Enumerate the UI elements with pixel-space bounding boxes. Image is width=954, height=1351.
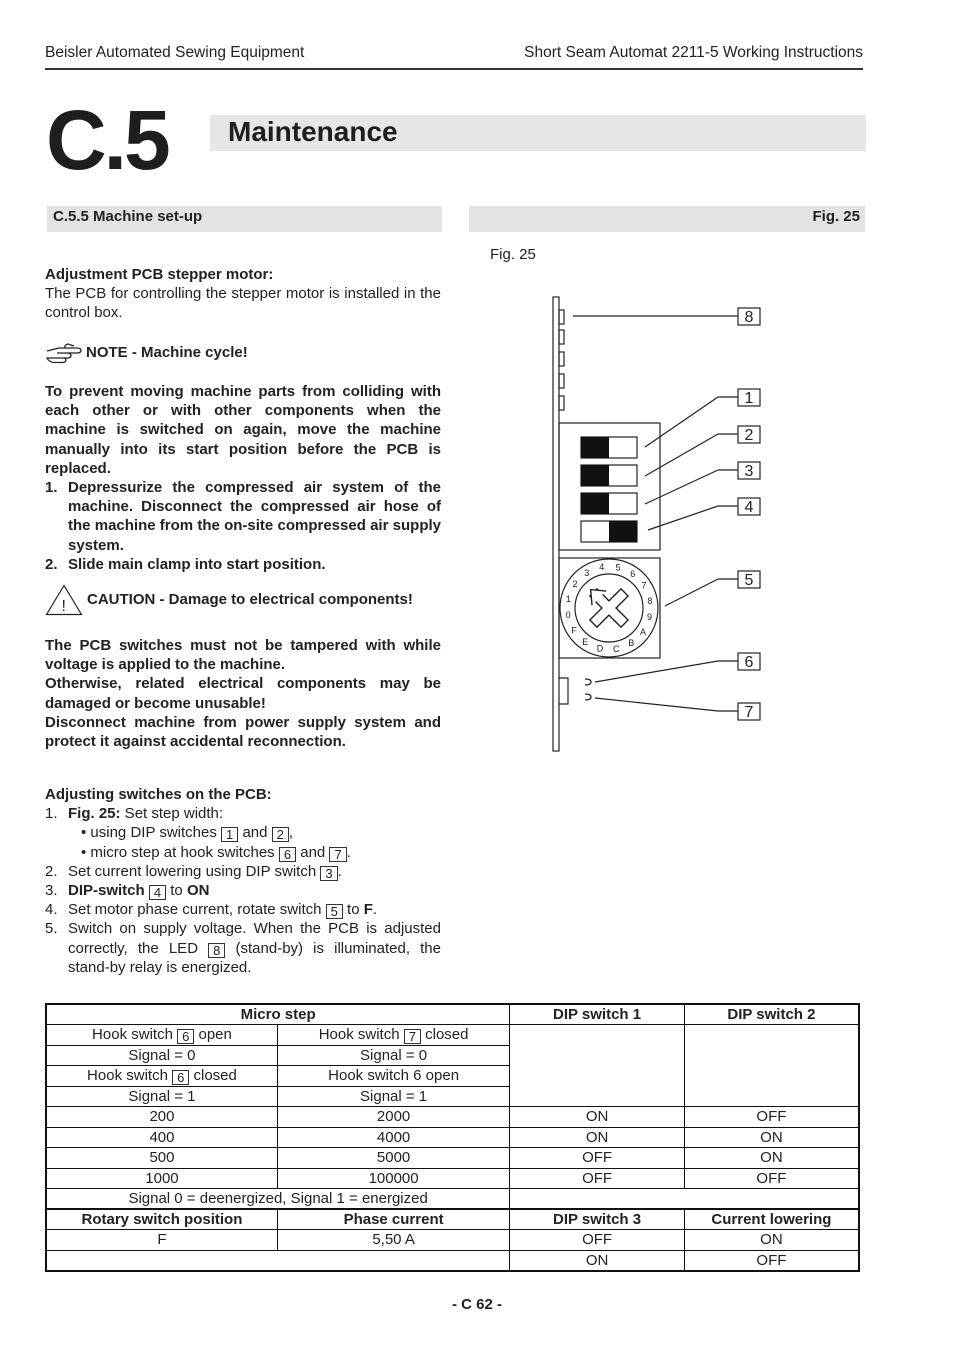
rotary-digit: 1 — [565, 594, 572, 604]
switches-block — [45, 785, 441, 977]
chapter-number: C.5 — [46, 93, 168, 187]
table-cell: Signal = 0 — [46, 1045, 277, 1066]
table-row — [46, 1025, 859, 1046]
rotary-digit: 5 — [615, 562, 621, 573]
table-row — [46, 1189, 859, 1210]
callout-box: 2 — [272, 827, 289, 842]
switch-step: 2. Set current lowering using DIP switch 3 . — [45, 862, 342, 881]
callout-label: 3 — [744, 463, 754, 480]
header-left: Beisler Automated Sewing Equipment — [45, 44, 305, 61]
header-rule — [45, 68, 863, 70]
page-number: - C 62 - — [451, 1296, 502, 1313]
callout-box: 7 — [404, 1029, 421, 1044]
rotary-digit: D — [596, 643, 604, 654]
svg-text:!: ! — [61, 598, 66, 615]
callout-box: 7 — [329, 847, 346, 862]
callout-label: 6 — [744, 654, 754, 671]
rotary-digit: E — [582, 637, 589, 647]
note-step-number: 1. — [45, 479, 58, 497]
adjust-pcb-text: The PCB for controlling the stepper motor is installed in the control box. — [45, 285, 441, 322]
table-header-row — [46, 1004, 859, 1025]
note-text: To prevent moving machine parts from colliding with each other or with other components when the machine is switched on again, move the machine manually into its start position before the PCB is replaced. — [45, 383, 441, 477]
table-row: 200 2000 ON OFF — [46, 1107, 859, 1128]
switch-substep: • using DIP switches 1 and 2 , — [81, 824, 294, 843]
caution-line: The PCB switches must not be tampered with while voltage is applied to the machine. — [45, 637, 441, 674]
callout-box: 6 — [177, 1029, 194, 1044]
caution-heading — [45, 584, 441, 616]
rotary-digit: A — [639, 626, 647, 637]
table-cell: Hook switch 6 open — [46, 1025, 277, 1046]
table-header: Rotary switch position — [46, 1209, 277, 1230]
table-header: DIP switch 2 — [684, 1004, 859, 1025]
callout-label: 1 — [744, 390, 754, 407]
callout-box: 3 — [320, 866, 337, 881]
table-header: DIP switch 3 — [510, 1209, 685, 1230]
table-header: Current lowering — [684, 1209, 859, 1230]
caution-block — [45, 584, 441, 751]
pcb-figure — [540, 290, 780, 760]
table-row: ON OFF — [46, 1250, 859, 1271]
table-cell: Signal = 1 — [46, 1086, 277, 1107]
note-step — [45, 478, 441, 555]
led-icon — [559, 352, 564, 366]
settings-table — [45, 1003, 860, 1272]
rotary-digit: 3 — [584, 568, 590, 578]
switch-step: 5. Switch on supply voltage. When the PCB is adjusted correctly, the LED 8 (stand-by) is illuminated, the stand-by relay is energized. — [45, 920, 441, 976]
led-icon — [559, 330, 564, 344]
callout-box: 1 — [221, 827, 238, 842]
rotary-digit: 7 — [641, 580, 647, 591]
callout-label: 2 — [744, 427, 754, 444]
caution-line: Otherwise, related electrical components may be damaged or become unusable! — [45, 675, 441, 712]
callout-box: 6 — [172, 1070, 189, 1085]
table-cell: Signal = 1 — [277, 1086, 509, 1107]
switch-step: 4. Set motor phase current, rotate switch 5 to F. — [45, 901, 378, 920]
callout-label: 4 — [744, 499, 754, 516]
callout-box: 8 — [208, 943, 225, 958]
table-header: Phase current — [277, 1209, 509, 1230]
switches-heading: Adjusting switches on the PCB: — [45, 786, 272, 803]
table-cell: Hook switch 7 closed — [277, 1025, 509, 1046]
note-title: NOTE - Machine cycle! — [86, 344, 248, 362]
table-header: DIP switch 1 — [510, 1004, 685, 1025]
note-step-number: 2. — [45, 555, 58, 573]
caution-title: CAUTION - Damage to electrical components! — [87, 591, 413, 609]
rotary-digit: 2 — [572, 579, 578, 590]
callout-label: 5 — [744, 572, 754, 589]
pointing-hand-icon — [45, 342, 83, 364]
adjust-pcb-block — [45, 265, 441, 323]
table-row: 1000 100000 OFF OFF — [46, 1168, 859, 1189]
rotary-digit: 0 — [565, 610, 571, 621]
caution-line: Disconnect machine from power supply system and protect it against accidental reconnection. — [45, 713, 441, 751]
note-step-text: Slide main clamp into start position. — [68, 555, 326, 573]
rotary-digit: 6 — [630, 569, 636, 579]
rotary-digit: 9 — [646, 612, 653, 622]
table-row: 400 4000 ON ON — [46, 1127, 859, 1148]
led-icon — [559, 310, 564, 324]
header-right: Short Seam Automat 2211-5 Working Instructions — [524, 44, 863, 61]
note-step-text: Depressurize the compressed air system of the machine. Disconnect the compressed air hose of the machine from the on-site compressed air supply system. — [68, 479, 441, 554]
note-block — [45, 342, 441, 574]
table-cell — [510, 1025, 685, 1107]
callout-box: 6 — [279, 847, 296, 862]
figure-label: Fig. 25 — [490, 246, 536, 263]
table-cell: Hook switch 6 open — [277, 1066, 509, 1087]
callout-box: 5 — [326, 904, 343, 919]
note-step — [45, 555, 441, 574]
chapter-title: Maintenance — [228, 116, 398, 147]
table-row: 500 5000 OFF ON — [46, 1148, 859, 1169]
warning-triangle-icon — [45, 584, 83, 616]
switch-substep: • micro step at hook switches 6 and 7 . — [81, 843, 351, 862]
note-heading — [45, 342, 441, 364]
rotary-digit: 8 — [647, 595, 653, 606]
table-header-row — [46, 1209, 859, 1230]
callout-box: 4 — [149, 885, 166, 900]
section-title: C.5.5 Machine set-up — [47, 206, 442, 232]
pcb-edge — [553, 297, 559, 751]
rotary-digit: 4 — [599, 562, 605, 573]
led-icon — [559, 396, 564, 410]
table-cell — [684, 1025, 859, 1107]
table-cell: Signal = 0 — [277, 1045, 509, 1066]
rotary-digit: C — [612, 643, 620, 654]
signal-note: Signal 0 = deenergized, Signal 1 = energized — [46, 1189, 510, 1210]
switch-step: 1. Fig. 25: Set step width: — [45, 805, 224, 823]
led-icon — [559, 374, 564, 388]
callout-label: 7 — [744, 704, 754, 721]
section-fig-ref: Fig. 25 — [469, 206, 865, 232]
table-cell: Hook switch 6 closed — [46, 1066, 277, 1087]
table-row: F 5,50 A OFF ON — [46, 1230, 859, 1251]
switch-step: 3. DIP-switch 4 to ON — [45, 882, 210, 901]
rotary-digit: F — [571, 625, 577, 636]
callout-label: 8 — [744, 309, 754, 326]
table-header: Micro step — [46, 1004, 510, 1025]
adjust-pcb-heading: Adjustment PCB stepper motor: — [45, 266, 274, 283]
rotary-digit: B — [628, 638, 635, 648]
